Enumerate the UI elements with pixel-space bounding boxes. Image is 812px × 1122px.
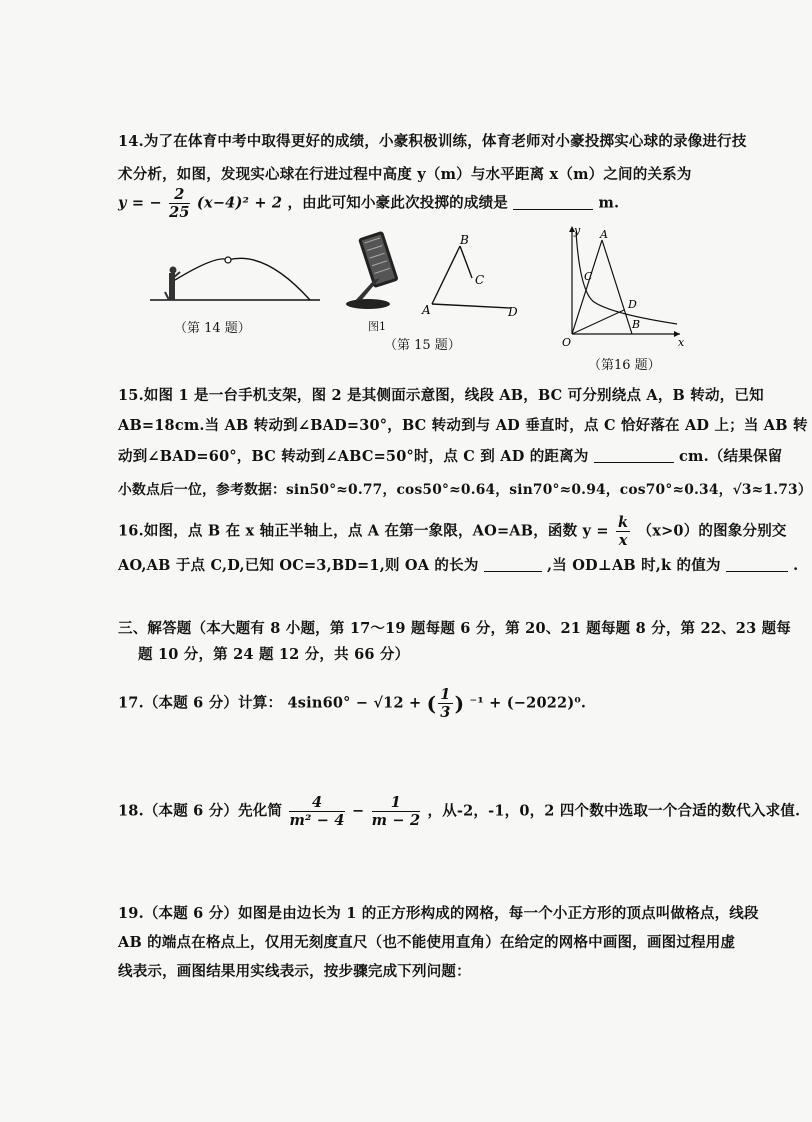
fig15-label-C: C	[475, 273, 485, 287]
fig16-coordinate-diagram	[552, 222, 692, 352]
section3-heading-line1: 三、解答题（本大题有 8 小题，第 17～19 题每题 6 分，第 20、21 题每题 8 分，第 22、23 题每	[118, 620, 792, 637]
q16-line2-end: .	[793, 557, 799, 574]
q15-line3	[118, 445, 782, 466]
q15-line3-text: 动到∠BAD=60°，BC 转动到∠ABC=50°时，点 C 到 AD 的距离为	[118, 448, 589, 465]
fig16-label-x: x	[678, 336, 685, 349]
q14-after-eq: ，由此可知小豪此次投掷的成绩是	[287, 194, 508, 212]
fig16-label-O: O	[562, 336, 572, 349]
q15-line2: AB=18cm.当 AB 转动到∠BAD=30°，BC 转动到与 AD 垂直时，点 C 恰好落在 AD 上；当 AB 转	[118, 417, 808, 434]
fig16-segment-OA	[572, 240, 602, 334]
q17-expr-b: ⁻¹ + (−2022)⁰.	[469, 694, 587, 712]
q17-frac-den: 3	[440, 704, 451, 721]
q14-unit: m.	[598, 194, 620, 212]
q14-eq-rest: (x−4)² + 2	[196, 194, 283, 212]
q17-right-paren: )	[454, 691, 465, 716]
fig14-throw-diagram	[140, 240, 330, 310]
fig14-trajectory	[175, 258, 310, 300]
q18-fraction-2	[372, 794, 421, 829]
q14-answer-blank[interactable]	[513, 195, 593, 210]
q18-line	[118, 794, 800, 829]
fig15-label-D: D	[508, 305, 518, 319]
q19-line3: 线表示，画图结果用实线表示，按步骤完成下列问题：	[118, 963, 471, 980]
fig15-stand-base	[346, 299, 390, 309]
q16-line1	[118, 514, 787, 549]
fig16-label-C: C	[584, 270, 593, 283]
fig16-label-y: y	[574, 224, 581, 237]
q18-f1-den: m² − 4	[289, 812, 345, 829]
q18-minus: −	[351, 802, 365, 820]
q14-fraction	[169, 186, 190, 221]
q16-line2	[118, 554, 798, 575]
fig15-phone-stand-picture	[338, 228, 418, 318]
q14-line1: 14.为了在体育中考中取得更好的成绩，小豪积极训练，体育老师对小豪投掷实心球的录像进行技	[118, 133, 747, 150]
fig15-segment-BC	[460, 246, 472, 278]
fig15-stand-arm	[354, 278, 380, 302]
q14-eq-lhs: y = −	[118, 194, 162, 212]
fig15-segment-AD	[432, 304, 510, 308]
q18-f1-num: 4	[289, 794, 344, 812]
fig16-segment-OD	[572, 310, 624, 334]
q16-answer-blank-1[interactable]	[484, 557, 542, 572]
q19-line2: AB 的端点在格点上，仅用无刻度直尺（也不能使用直角）在给定的网格中画图，画图过程用虚	[118, 934, 736, 951]
q16-line1-text: 16.如图，点 B 在 x 轴正半轴上，点 A 在第一象限，AO=AB，函数 y =	[118, 522, 609, 540]
q14-frac-den: 25	[169, 204, 190, 221]
q15-line4: 小数点后一位，参考数据：sin50°≈0.77，cos50°≈0.64，sin70°≈0.94，cos70°≈0.34，√3≈1.73）	[118, 482, 812, 498]
fig14-ball-icon	[225, 257, 231, 263]
fig16-segment-AB	[602, 240, 632, 334]
q17-frac-num: 1	[440, 686, 451, 703]
fig16-label-B: B	[632, 318, 641, 331]
fig14-caption: （第 14 题）	[174, 321, 251, 336]
q18-label: 18.（本题 6 分）先化简	[118, 802, 283, 820]
q16-line2-middle: ,当 OD⊥AB 时,k 的值为	[547, 557, 721, 574]
section3-heading-line2: 题 10 分，第 24 题 12 分，共 66 分）	[138, 646, 410, 663]
fig14-thrower-icon	[165, 267, 180, 301]
fig15-label-A: A	[422, 303, 431, 317]
q14-frac-num: 2	[169, 186, 190, 204]
q16-fraction	[616, 514, 630, 549]
q16-answer-blank-2[interactable]	[726, 557, 788, 572]
fig15-geometry-diagram	[420, 232, 525, 322]
q14-line3	[118, 186, 619, 221]
q16-frac-num: k	[618, 514, 629, 531]
q16-line2-text: AO,AB 于点 C,D,已知 OC=3,BD=1,则 OA 的长为	[118, 557, 479, 574]
q17-left-paren: (	[426, 691, 437, 716]
q18-rest: ，从-2，-1，0，2 四个数中选取一个合适的数代入求值.	[427, 802, 801, 820]
q14-line2: 术分析，如图，发现实心球在行进过程中高度 y（m）与水平距离 x（m）之间的关系为	[118, 166, 692, 183]
q18-f2-num: 1	[372, 794, 421, 812]
q19-line1: 19.（本题 6 分）如图是由边长为 1 的正方形构成的网格，每一个小正方形的顶点叫做格点，线段	[118, 905, 759, 922]
fig16-caption: （第16 题）	[588, 358, 661, 373]
q15-answer-blank[interactable]	[594, 448, 674, 463]
q15-line3-suffix: cm.（结果保留	[679, 448, 783, 465]
fig15-caption: （第 15 题）	[384, 338, 461, 353]
fig16-label-A: A	[600, 228, 608, 241]
q18-f2-den: m − 2	[371, 812, 421, 829]
q17-expr-a: 4sin60° − √12 +	[287, 694, 422, 712]
q15-line1: 15.如图 1 是一台手机支架，图 2 是其侧面示意图，线段 AB，BC 可分别绕点 A，B 转动，已知	[118, 387, 764, 404]
fig16-label-D: D	[628, 298, 637, 311]
fig15-segment-AB	[432, 246, 460, 304]
q17-line	[118, 686, 586, 721]
q16-line1-suffix: （x>0）的图象分别交	[637, 522, 787, 540]
fig15-sub-caption: 图1	[368, 320, 386, 333]
q17-label: 17.（本题 6 分）计算：	[118, 694, 283, 712]
q17-fraction	[438, 686, 452, 721]
q18-fraction-1	[289, 794, 344, 829]
q16-frac-den: x	[618, 532, 628, 549]
fig15-label-B: B	[460, 233, 469, 247]
